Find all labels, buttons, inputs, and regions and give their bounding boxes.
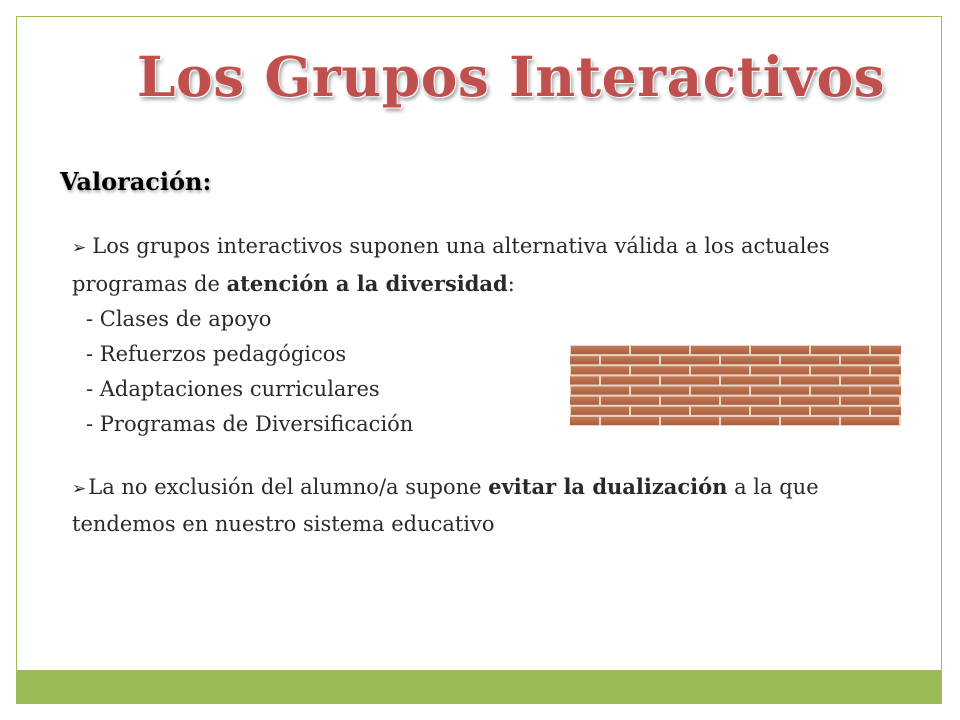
brick bbox=[871, 387, 901, 395]
brick bbox=[871, 407, 901, 415]
brick-wall-image bbox=[570, 345, 901, 426]
brick bbox=[781, 376, 839, 384]
brick bbox=[601, 356, 659, 364]
brick bbox=[871, 346, 901, 354]
brick bbox=[751, 407, 809, 415]
brick bbox=[841, 356, 899, 364]
brick bbox=[661, 417, 719, 425]
list-item: - Adaptaciones curriculares bbox=[86, 377, 380, 401]
list-item: - Clases de apoyo bbox=[86, 307, 272, 331]
paragraph-lead: La no exclusión del alumno/a supone bbox=[88, 475, 489, 499]
brick bbox=[631, 346, 689, 354]
brick bbox=[601, 397, 659, 405]
brick bbox=[570, 397, 599, 405]
list-item: - Refuerzos pedagógicos bbox=[86, 342, 347, 366]
brick bbox=[571, 387, 629, 395]
brick bbox=[841, 397, 899, 405]
brick bbox=[721, 376, 779, 384]
brick bbox=[571, 346, 629, 354]
brick bbox=[691, 346, 749, 354]
brick bbox=[751, 346, 809, 354]
paragraph-lead: Los grupos interactivos suponen una alternativa válida a los actuales programas de bbox=[72, 234, 830, 296]
paragraph-emphasis: atención a la diversidad bbox=[226, 271, 508, 296]
paragraph-exclusion bbox=[72, 469, 922, 542]
brick bbox=[811, 387, 869, 395]
paragraph-emphasis: evitar la dualización bbox=[488, 474, 728, 499]
brick bbox=[661, 356, 719, 364]
footer-bar bbox=[16, 670, 942, 704]
brick bbox=[571, 407, 629, 415]
paragraph-tail: : bbox=[507, 272, 515, 296]
brick bbox=[781, 397, 839, 405]
brick bbox=[661, 376, 719, 384]
brick bbox=[751, 387, 809, 395]
arrow-bullet-icon: ➢ bbox=[72, 238, 87, 258]
brick bbox=[570, 417, 599, 425]
slide-title: Los Grupos Interactivos bbox=[136, 44, 886, 109]
list-item: - Programas de Diversificación bbox=[86, 412, 414, 436]
brick bbox=[691, 387, 749, 395]
section-heading: Valoración: bbox=[60, 167, 212, 196]
arrow-bullet-icon: ➢ bbox=[72, 479, 87, 499]
brick bbox=[871, 366, 901, 374]
brick bbox=[601, 417, 659, 425]
brick bbox=[781, 417, 839, 425]
brick bbox=[691, 366, 749, 374]
brick bbox=[571, 366, 629, 374]
brick bbox=[570, 376, 599, 384]
brick bbox=[631, 366, 689, 374]
brick bbox=[781, 356, 839, 364]
brick bbox=[631, 407, 689, 415]
brick bbox=[691, 407, 749, 415]
brick bbox=[661, 397, 719, 405]
brick bbox=[811, 366, 869, 374]
brick bbox=[721, 397, 779, 405]
paragraph-diversity bbox=[72, 229, 922, 302]
brick bbox=[721, 356, 779, 364]
brick bbox=[631, 387, 689, 395]
brick bbox=[601, 376, 659, 384]
brick bbox=[570, 356, 599, 364]
brick bbox=[811, 346, 869, 354]
brick bbox=[811, 407, 869, 415]
paragraph-tail: a la que tendemos en nuestro sistema educativo bbox=[72, 475, 819, 536]
brick bbox=[841, 376, 899, 384]
brick bbox=[751, 366, 809, 374]
brick bbox=[841, 417, 899, 425]
brick bbox=[721, 417, 779, 425]
